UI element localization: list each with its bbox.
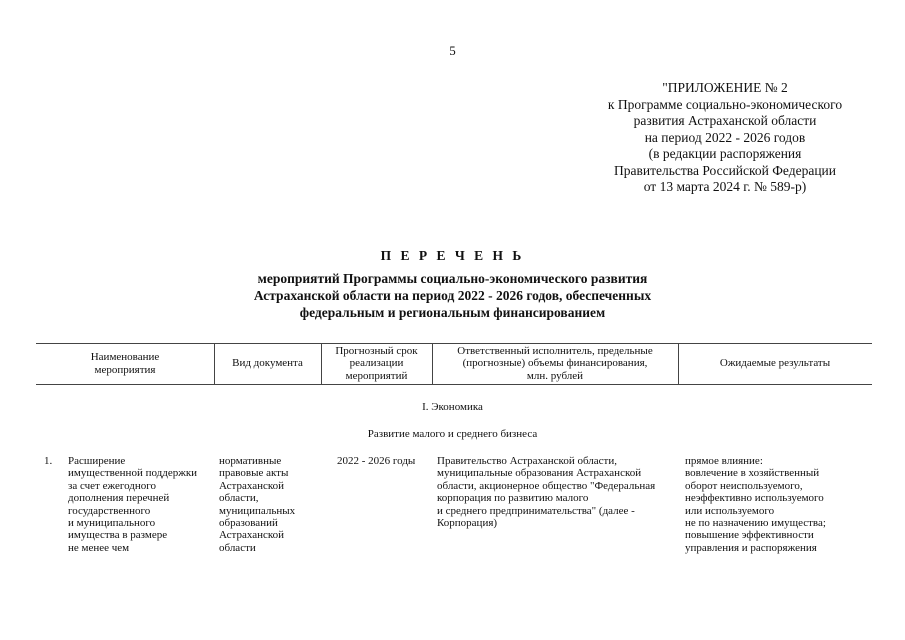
cell-line: дополнения перечней	[68, 492, 170, 505]
row-results	[685, 455, 826, 554]
cell-line: государственного	[68, 504, 151, 517]
document-title: П Е Р Е Ч Е Н Ь	[380, 248, 525, 263]
header-line: (прогнозные) объемы финансирования,	[462, 357, 648, 370]
cell-line: Корпорация)	[437, 517, 498, 530]
appendix-line: (в редакции распоряжения	[648, 146, 802, 161]
cell-line: имущества в размере	[68, 529, 168, 542]
cell-line: вовлечение в хозяйственный	[685, 467, 820, 480]
cell-line: не по назначению имущества;	[685, 517, 826, 530]
subtitle-line: федеральным и региональным финансированием	[299, 305, 606, 320]
header-line: мероприятий	[345, 369, 408, 382]
row-document-type	[219, 455, 295, 554]
appendix-line: от 13 марта 2024 г. № 589-р)	[643, 179, 807, 194]
appendix-line: к Программе социально-экономического	[607, 96, 843, 112]
header-executor	[432, 343, 678, 384]
cell-line: не менее чем	[68, 541, 130, 554]
cell-line: за счет ежегодного	[68, 479, 156, 492]
cell-line: области	[219, 541, 256, 554]
appendix-line: на период 2022 - 2026 годов	[644, 129, 806, 145]
section-heading: I. Экономика	[422, 401, 483, 413]
header-line: Ожидаемые результаты	[719, 357, 831, 370]
cell-line: Правительство Астраханской области,	[437, 455, 617, 467]
table-header-bottom-border	[36, 384, 872, 385]
row-term: 2022 - 2026 годы	[337, 455, 416, 467]
header-line: млн. рублей	[526, 369, 584, 382]
subsection-heading: Развитие малого и среднего бизнеса	[367, 428, 538, 440]
cell-line: нормативные	[219, 455, 282, 467]
cell-line: муниципальных	[219, 504, 296, 517]
cell-line: повышение эффективности	[685, 529, 814, 542]
header-line: Ответственный исполнитель, предельные	[457, 344, 653, 357]
cell-line: имущественной поддержки	[68, 467, 198, 480]
cell-line: правовые акты	[219, 467, 289, 480]
subtitle-line: мероприятий Программы социально-экономического развития	[257, 271, 648, 286]
appendix-line: Правительства Российской Федерации	[614, 162, 836, 178]
header-line: Прогнозный срок	[335, 344, 418, 357]
header-line: Наименование	[90, 351, 160, 363]
row-number: 1.	[44, 455, 53, 467]
cell-line: управления и распоряжения	[685, 541, 817, 554]
row-executor	[437, 455, 655, 529]
cell-line: образований	[219, 517, 278, 530]
cell-line: Расширение	[68, 455, 126, 467]
page-number: 5	[449, 43, 456, 58]
appendix-header	[560, 80, 890, 196]
header-results	[678, 343, 872, 384]
cell-line: муниципальные образования Астраханской	[437, 467, 642, 480]
cell-line: или используемого	[685, 504, 775, 517]
document-subtitle	[200, 270, 705, 321]
appendix-line: развития Астраханской области	[633, 113, 817, 128]
appendix-line: "ПРИЛОЖЕНИЕ № 2	[662, 80, 788, 95]
header-line: Вид документа	[232, 357, 303, 370]
cell-line: прямое влияние:	[685, 455, 763, 467]
cell-line: неэффективно используемого	[685, 492, 824, 505]
header-line: мероприятия	[94, 363, 156, 376]
cell-line: оборот неиспользуемого,	[685, 479, 803, 492]
row-activity-name	[68, 455, 197, 554]
cell-line: и муниципального	[68, 517, 156, 530]
cell-line: области,	[219, 492, 259, 505]
header-term	[321, 343, 432, 384]
cell-line: области, акционерное общество "Федеральная	[437, 479, 656, 492]
header-line: реализации	[349, 357, 404, 370]
cell-line: Астраханской	[219, 479, 285, 492]
header-document-type	[214, 343, 321, 384]
cell-line: Астраханской	[219, 529, 285, 542]
subtitle-line: Астраханской области на период 2022 - 2026 годов, обеспеченных	[253, 288, 652, 303]
cell-line: корпорация по развитию малого	[437, 492, 589, 505]
cell-line: и среднего предпринимательства" (далее -	[437, 504, 635, 517]
header-name	[36, 343, 214, 384]
